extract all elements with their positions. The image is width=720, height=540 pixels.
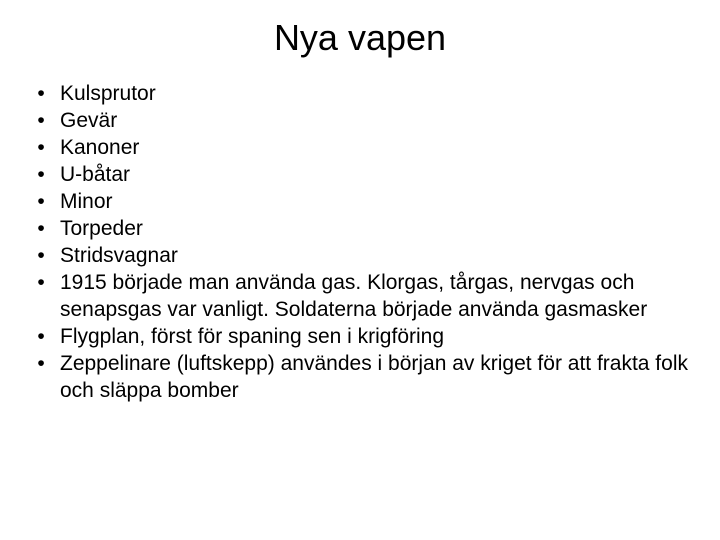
list-item: [34, 161, 694, 188]
slide-title: Nya vapen: [273, 17, 447, 58]
bullet-icon: •: [37, 271, 45, 294]
list-item: [34, 242, 694, 269]
list-item: [34, 107, 694, 134]
list-item-text: Stridsvagnar: [60, 244, 178, 267]
bullet-icon: •: [37, 244, 45, 267]
bullet-icon: •: [37, 163, 45, 186]
list-item-text: Zeppelinare (luftskepp) användes i början av kriget för att frakta folk och släppa bomber: [60, 352, 688, 402]
list-item-text: Flygplan, först för spaning sen i krigföring: [60, 325, 445, 348]
list-item-text: Gevär: [60, 109, 118, 132]
list-item: [34, 269, 694, 323]
bullet-icon: •: [37, 136, 45, 159]
list-item-text: Kanoner: [60, 136, 140, 159]
list-item: [34, 215, 694, 242]
list-item: [34, 80, 694, 107]
list-item: [34, 323, 694, 350]
bullet-icon: •: [37, 109, 45, 132]
list-item: [34, 188, 694, 215]
list-item-text: Torpeder: [60, 217, 143, 240]
list-item-text: U-båtar: [60, 163, 131, 186]
list-item-text: 1915 började man använda gas. Klorgas, tårgas, nervgas och senapsgas var vanligt. Soldaterna började använda gasmasker: [60, 271, 648, 321]
list-item: [34, 350, 694, 404]
bullet-list: [34, 80, 694, 404]
bullet-icon: •: [37, 352, 45, 375]
bullet-icon: •: [37, 82, 45, 105]
list-item: [34, 134, 694, 161]
list-item-text: Minor: [60, 190, 113, 213]
list-item-text: Kulsprutor: [60, 82, 156, 105]
bullet-icon: •: [37, 217, 45, 240]
bullet-icon: •: [37, 190, 45, 213]
bullet-icon: •: [37, 325, 45, 348]
